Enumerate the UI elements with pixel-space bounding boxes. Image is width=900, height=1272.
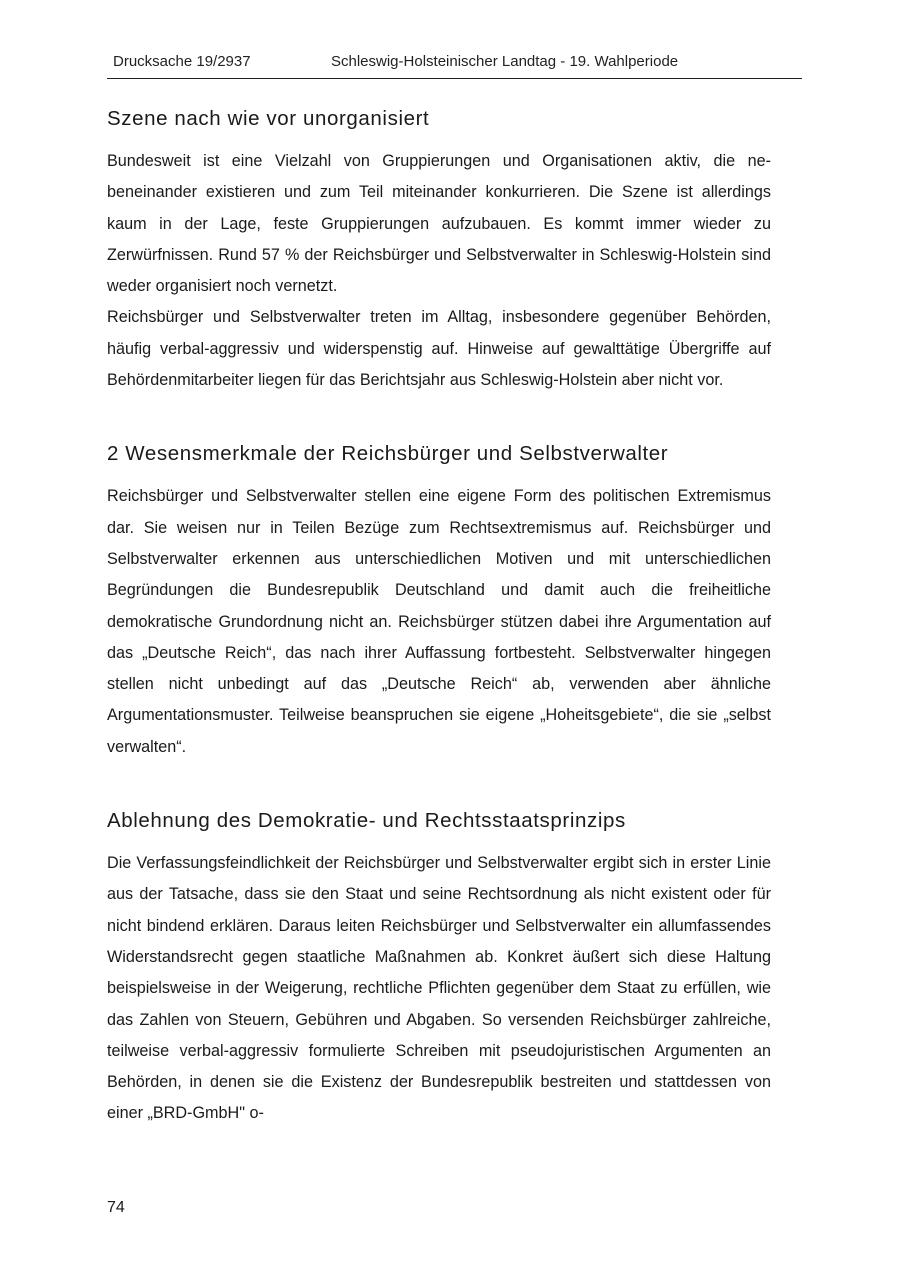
page-number: 74	[107, 1199, 125, 1216]
paragraph: Bundesweit ist eine Vielzahl von Gruppierungen und Organisationen aktiv, die nebeneinander existieren und zum Teil miteinander konkurrieren. Die Szene ist allerdings kaum in der Lage, feste Gruppierungen aufzubauen. Es kommt immer wieder zu Zerwürfnissen. Rund 57 % der Reichsbürger und Selbstverwalter in Schleswig-Holstein sind weder organisiert noch vernetzt.	[107, 152, 771, 296]
page-body	[107, 104, 771, 1130]
header-title: Schleswig-Holsteinischer Landtag - 19. Wahlperiode	[331, 53, 679, 70]
section-heading-szene: Szene nach wie vor unorganisiert	[107, 107, 430, 130]
section-heading-ablehnung: Ablehnung des Demokratie- und Rechtsstaatsprinzips	[107, 809, 626, 833]
page-header	[107, 52, 802, 79]
paragraph: Reichsbürger und Selbstverwalter treten im Alltag, insbesondere gegenüber Behörden, häufig verbal-aggressiv und widerspenstig auf. Hinweise auf gewalttätige Übergriffe auf Behördenmitarbeiter liegen für das Berichtsjahr aus Schleswig-Holstein aber nicht vor.	[107, 308, 771, 390]
document-number: Drucksache 19/2937	[113, 53, 251, 70]
paragraph: Reichsbürger und Selbstverwalter stellen eine eigene Form des politischen Extremismus dar. Sie weisen nur in Teilen Bezüge zum Rechtsextremismus auf. Reichsbürger und Selbstverwalter erkennen aus unterschiedlichen Motiven und mit unterschiedlichen Begründungen die Bundesrepublik Deutschland und damit auch die freiheitliche demokratische Grundordnung nicht an. Reichsbürger stützen dabei ihre Argumentation auf das „Deutsche Reich“, das nach ihrer Auffassung fortbesteht. Selbstverwalter hingegen stellen nicht unbedingt auf das „Deutsche Reich“ ab, verwenden aber ähnliche Argumentationsmuster. Teilweise beanspruchen sie eigene „Hoheitsgebiete“, die sie „selbst verwalten“.	[107, 487, 771, 756]
paragraph: Die Verfassungsfeindlichkeit der Reichsbürger und Selbstverwalter ergibt sich in erster Linie aus der Tatsache, dass sie den Staat und seine Rechtsordnung als nicht existent oder für nicht bindend erklären. Daraus leiten Reichsbürger und Selbstverwalter ein allumfassendes Widerstandsrecht gegen staatliche Maßnahmen ab. Konkret äußert sich diese Haltung beispielsweise in der Weigerung, rechtliche Pflichten gegenüber dem Staat zu erfüllen, wie das Zahlen von Steuern, Gebühren und Abgaben. So versenden Reichsbürger zahlreiche, teilweise verbal-aggressiv formulierte Schreiben mit pseudojuristischen Argumenten an Behörden, in denen sie die Existenz der Bundesrepublik bestreiten und stattdessen von einer „BRD-GmbH" o-	[107, 854, 771, 1123]
section-heading-wesensmerkmale: 2 Wesensmerkmale der Reichsbürger und Selbstverwalter	[107, 442, 669, 466]
